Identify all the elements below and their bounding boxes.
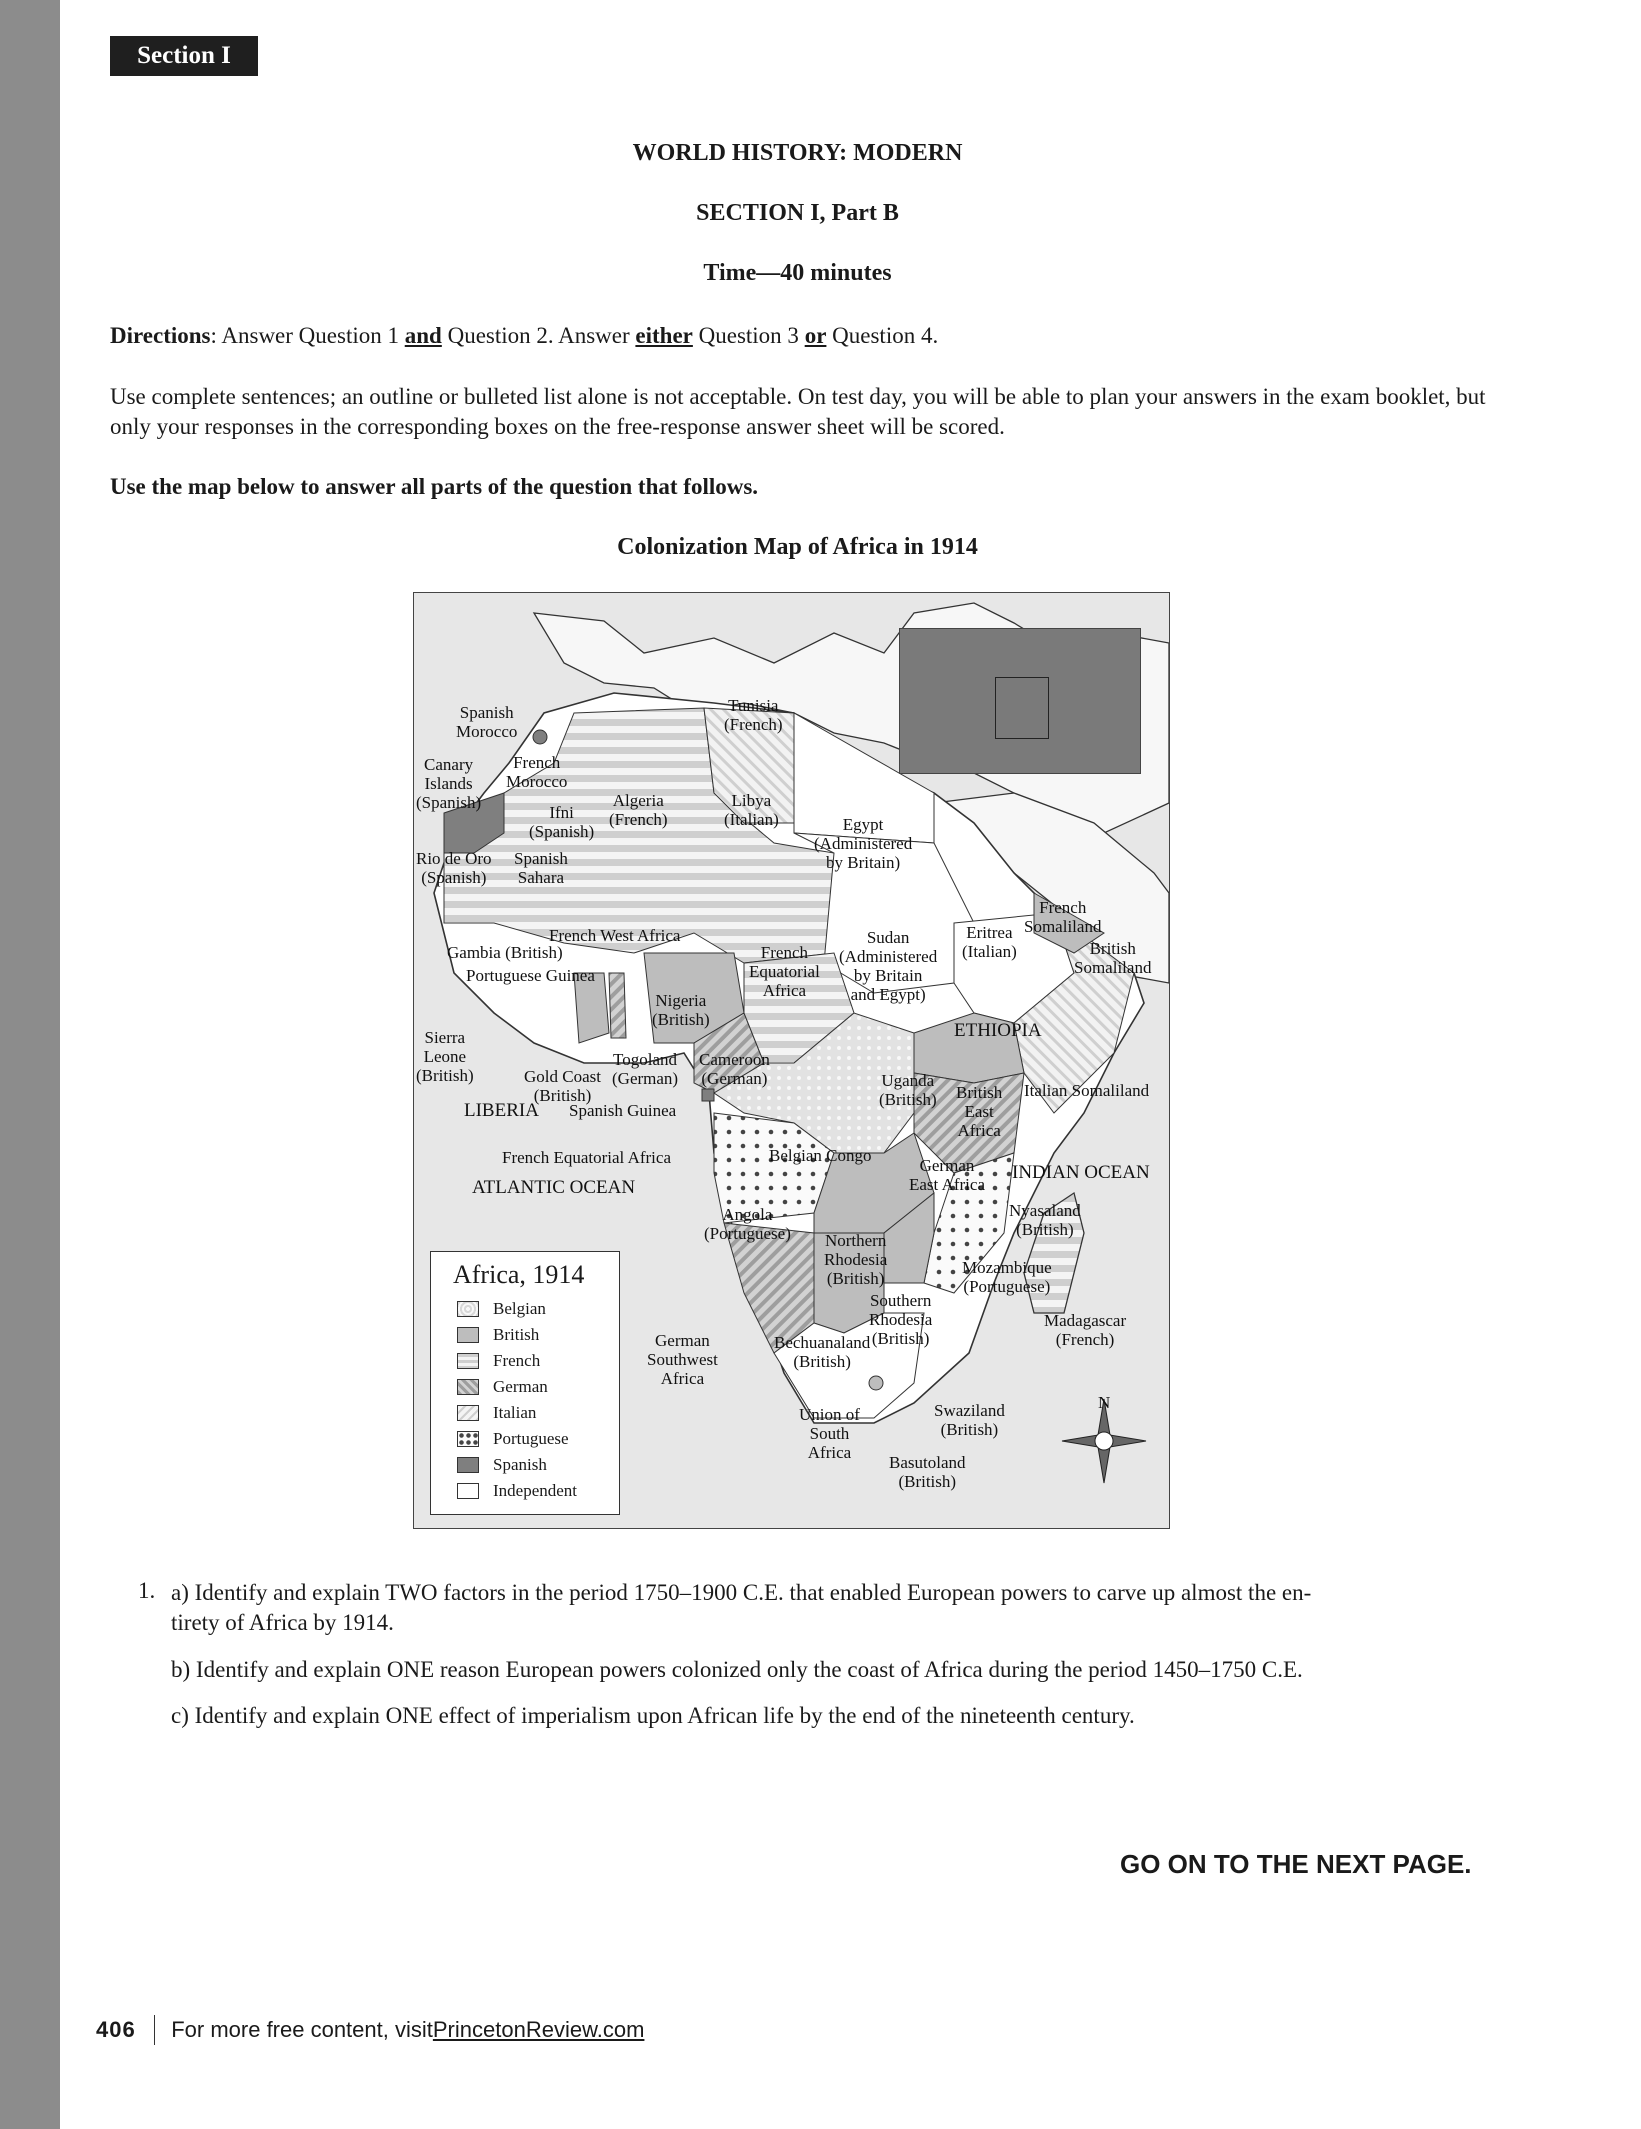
label-eritrea: Eritrea (Italian) <box>962 923 1017 961</box>
world-locator-inset <box>899 628 1141 774</box>
label-french-morocco: French Morocco <box>506 753 568 791</box>
section-tab: Section I <box>110 36 258 76</box>
footer-text: For more free content, visit <box>171 2017 433 2042</box>
directions-text: Question 3 <box>692 323 805 348</box>
legend-label: Portuguese <box>493 1429 569 1448</box>
label-madagascar: Madagascar (French) <box>1044 1311 1127 1349</box>
label-uganda: Uganda (British) <box>879 1071 937 1109</box>
page-footer <box>96 2015 644 2045</box>
label-german-southwest-africa: German Southwest Africa <box>647 1331 718 1388</box>
label-north: N <box>1098 1393 1111 1412</box>
label-nigeria: Nigeria (British) <box>652 991 710 1029</box>
question-part-a-line2: tirety of Africa by 1914. <box>171 1610 394 1635</box>
label-indian-ocean: INDIAN OCEAN <box>1012 1162 1150 1183</box>
question-number: 1. <box>138 1578 156 1603</box>
label-spanish-sahara: Spanish Sahara <box>514 849 568 887</box>
legend-swatch <box>457 1379 479 1395</box>
legend-row <box>457 1480 577 1502</box>
label-rio-de-oro: Rio de Oro (Spanish) <box>416 849 492 887</box>
legend-row <box>457 1428 569 1450</box>
legend-row <box>457 1298 546 1320</box>
directions <box>110 321 1490 351</box>
legend-label: French <box>493 1351 541 1370</box>
label-swaziland: Swaziland (British) <box>934 1401 1005 1439</box>
time-heading: Time—40 minutes <box>703 260 892 286</box>
basutoland-mark <box>869 1376 883 1390</box>
legend-label: Spanish <box>493 1455 547 1474</box>
page-number: 406 <box>96 2017 136 2042</box>
legend-row <box>457 1376 548 1398</box>
legend-label: Independent <box>493 1481 578 1500</box>
label-french-equatorial-south: French Equatorial Africa <box>502 1148 671 1167</box>
label-french-equatorial-north: French Equatorial Africa <box>749 943 820 1000</box>
togoland-region <box>609 973 626 1038</box>
go-on-notice: GO ON TO THE NEXT PAGE. <box>1120 1849 1472 1879</box>
label-sierra-leone: Sierra Leone (British) <box>416 1028 474 1085</box>
label-liberia: LIBERIA <box>464 1100 539 1121</box>
label-basutoland: Basutoland (British) <box>889 1453 966 1491</box>
legend-row <box>457 1454 547 1476</box>
label-angola: Angola (Portuguese) <box>704 1205 791 1243</box>
label-libya: Libya (Italian) <box>724 791 779 829</box>
africa-map <box>413 592 1170 1529</box>
question-part-b: b) Identify and explain ONE reason European powers colonized only the coast of Africa during the period 1450–1750 C.E. <box>171 1657 1303 1682</box>
section-part-heading: SECTION I, Part B <box>696 200 899 226</box>
legend-row <box>457 1324 539 1346</box>
label-belgian-congo: Belgian Congo <box>769 1146 872 1165</box>
spanish-morocco-mark <box>533 730 547 744</box>
label-british-east-africa: British East Africa <box>956 1083 1003 1140</box>
label-ifni: Ifni (Spanish) <box>529 803 595 841</box>
legend-label: Italian <box>493 1403 537 1422</box>
label-sudan: Sudan (Administered by Britain and Egypt) <box>839 928 938 1004</box>
legend-row <box>457 1350 540 1372</box>
legend-label: British <box>493 1325 540 1344</box>
emphasis-and: and <box>404 323 442 348</box>
label-canary-islands: Canary Islands (Spanish) <box>416 755 482 812</box>
map-title: Colonization Map of Africa in 1914 <box>617 534 978 560</box>
label-spanish-morocco: Spanish Morocco <box>456 703 518 741</box>
label-gold-coast: Gold Coast (British) <box>524 1067 601 1105</box>
label-cameroon: Cameroon (German) <box>699 1050 770 1088</box>
map-legend <box>430 1251 620 1515</box>
footer-divider <box>154 2015 156 2045</box>
directions-text: : Answer Question 1 <box>210 323 405 348</box>
label-egypt: Egypt (Administered by Britain) <box>814 815 913 872</box>
label-ethiopia: ETHIOPIA <box>954 1020 1042 1041</box>
question-part-a-line1: a) Identify and explain TWO factors in the period 1750–1900 C.E. that enabled European powers to carve up almost the en- <box>171 1580 1312 1605</box>
label-union-of-south-africa: Union of South Africa <box>799 1405 860 1462</box>
legend-label: German <box>493 1377 548 1396</box>
instructions-paragraph: Use complete sentences; an outline or bulleted list alone is not acceptable. On test day, you will be able to plan your answers in the exam booklet, but only your responses in the corresponding boxes on the free-response answer sheet will be scored. <box>110 384 1486 439</box>
label-mozambique: Mozambique (Portuguese) <box>962 1258 1052 1296</box>
map-prompt: Use the map below to answer all parts of the question that follows. <box>110 474 759 499</box>
princeton-review-link[interactable]: PrincetonReview.com <box>432 2017 645 2042</box>
legend-swatch <box>457 1457 479 1473</box>
label-atlantic-ocean: ATLANTIC OCEAN <box>472 1177 636 1198</box>
label-tunisia: Tunisia (French) <box>724 696 783 734</box>
directions-text: Question 4. <box>826 323 939 348</box>
legend-label: Belgian <box>493 1299 546 1318</box>
label-togoland: Togoland (German) <box>612 1050 679 1088</box>
emphasis-or: or <box>804 323 827 348</box>
label-bechuanaland: Bechuanaland (British) <box>774 1333 871 1371</box>
label-german-east-africa: German East Africa <box>909 1156 985 1194</box>
legend-swatch <box>457 1353 479 1369</box>
label-southern-rhodesia: Southern Rhodesia (British) <box>869 1291 933 1348</box>
page-side-bar <box>0 0 60 2129</box>
label-northern-rhodesia: Northern Rhodesia (British) <box>824 1231 888 1288</box>
legend-swatch <box>457 1327 479 1343</box>
exam-subject-heading: WORLD HISTORY: MODERN <box>632 140 963 166</box>
spanish-guinea-mark <box>702 1089 714 1101</box>
legend-swatch <box>457 1483 479 1499</box>
label-french-somaliland: French Somaliland <box>1024 898 1102 936</box>
label-algeria: Algeria (French) <box>609 791 668 829</box>
label-spanish-guinea: Spanish Guinea <box>569 1101 677 1120</box>
label-portuguese-guinea: Portuguese Guinea <box>466 966 595 985</box>
legend-title: Africa, 1914 <box>453 1260 585 1289</box>
legend-swatch <box>457 1431 479 1447</box>
label-italian-somaliland: Italian Somaliland <box>1024 1081 1150 1100</box>
emphasis-either: either <box>635 323 693 348</box>
label-british-somaliland: British Somaliland <box>1074 939 1152 977</box>
label-french-west-africa: French West Africa <box>549 926 681 945</box>
inset-africa-frame <box>995 677 1049 739</box>
label-nyasaland: Nyasaland (British) <box>1009 1201 1081 1239</box>
directions-label: Directions <box>110 323 211 348</box>
legend-row <box>457 1402 536 1424</box>
legend-swatch <box>457 1405 479 1421</box>
question-part-c: c) Identify and explain ONE effect of imperialism upon African life by the end of the nineteenth century. <box>171 1703 1135 1728</box>
label-gambia: Gambia (British) <box>447 943 563 962</box>
legend-swatch <box>457 1301 479 1317</box>
directions-text: Question 2. Answer <box>441 323 636 348</box>
